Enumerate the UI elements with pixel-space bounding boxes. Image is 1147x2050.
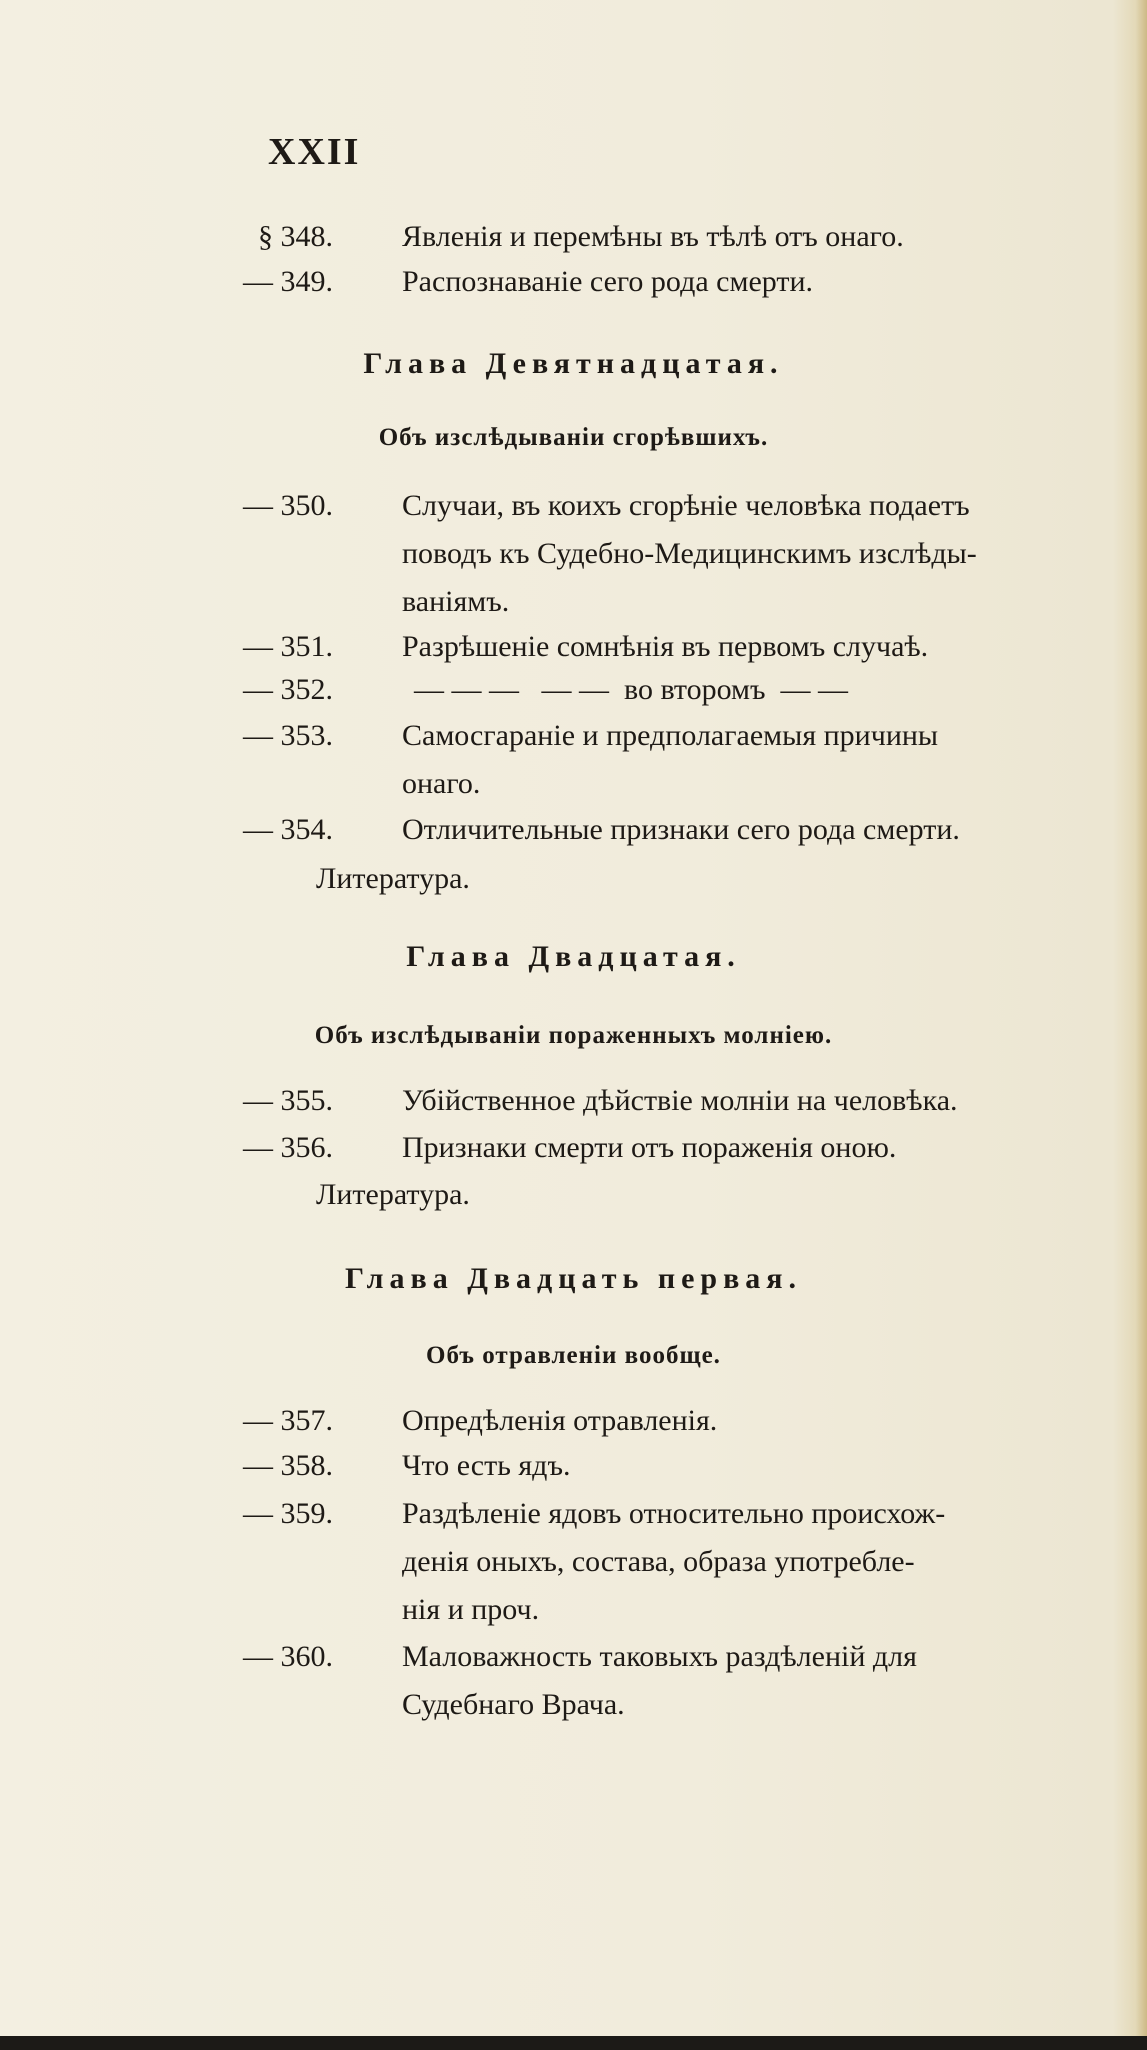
entry-text-line: Судебнаго Врача. (402, 1688, 625, 1721)
entry-text-line: Признаки смерти отъ пораженія оною. (402, 1131, 897, 1164)
toc-entry (0, 1633, 1147, 1729)
chapter-subtitle: Объ изслѣдываніи сгорѣвшихъ. (378, 424, 769, 451)
toc-entry (0, 1442, 1147, 1490)
entry-text-line: онаго. (402, 767, 481, 800)
entry-text-line: Опредѣленія отравленія. (402, 1404, 718, 1437)
entry-text-line: Разрѣшеніе сомнѣнія въ первомъ случаѣ. (402, 630, 929, 663)
toc-entry (0, 623, 1147, 671)
section-number: — 354. (243, 813, 333, 846)
entry-text-line: Маловажность таковыхъ раздѣленій для (402, 1640, 917, 1673)
entry-text-line: Явленія и перемѣны въ тѣлѣ отъ онаго. (402, 220, 904, 253)
toc-entry (0, 1490, 1147, 1634)
toc-entry (0, 1124, 1147, 1172)
section-number: — 353. (243, 719, 333, 752)
entry-text-line: денія оныхъ, состава, образа употребле- (402, 1545, 915, 1578)
literature-label: Литература. (316, 1178, 470, 1211)
entry-text-line: Что есть ядъ. (402, 1449, 571, 1482)
entry-text-line: — — — — — во второмъ — — (414, 673, 849, 706)
section-number: — 349. (243, 265, 333, 298)
toc-entry (0, 482, 1147, 626)
entry-text-line: нія и проч. (402, 1593, 540, 1626)
entry-text-line: Отличительные признаки сего рода смерти. (402, 813, 960, 846)
section-number: § 348. (258, 220, 333, 253)
section-number: — 356. (243, 1131, 333, 1164)
toc-entry (0, 213, 1147, 261)
toc-entry (0, 258, 1147, 306)
chapter-title: Глава Двадцатая. (406, 940, 741, 973)
literature-label: Литература. (316, 862, 470, 895)
section-number: — 359. (243, 1497, 333, 1530)
chapter-title: Глава Девятнадцатая. (363, 347, 784, 380)
entry-text-line: Самосгараніе и предполагаемыя причины (402, 719, 939, 752)
entry-text-line: Случаи, въ коихъ сгорѣніе человѣка подаетъ (402, 489, 970, 522)
entry-text-line: Распознаваніе сего рода смерти. (402, 265, 814, 298)
page-number: XXII (268, 131, 361, 173)
chapter-title: Глава Двадцать первая. (344, 1262, 803, 1295)
entry-text-line: Раздѣленіе ядовъ относительно происхож- (402, 1497, 946, 1530)
chapter-subtitle: Объ отравленіи вообще. (426, 1342, 721, 1369)
section-number: — 355. (243, 1084, 333, 1117)
entry-text-line: Убійственное дѣйствіе молніи на человѣка. (402, 1084, 958, 1117)
toc-entry (0, 1397, 1147, 1445)
toc-entry (0, 666, 1147, 714)
toc-entry (0, 1077, 1147, 1125)
section-number: — 358. (243, 1449, 333, 1482)
section-number: — 360. (243, 1640, 333, 1673)
section-number: — 350. (243, 489, 333, 522)
toc-entry (0, 806, 1147, 854)
section-number: — 352. (243, 673, 333, 706)
toc-entry (0, 712, 1147, 808)
section-number: — 351. (243, 630, 333, 663)
section-number: — 357. (243, 1404, 333, 1437)
entry-text-line: ваніямъ. (402, 585, 510, 618)
entry-text-line: поводъ къ Судебно-Медицинскимъ изслѣды- (402, 537, 977, 570)
chapter-subtitle: Объ изслѣдываніи пораженныхъ молніею. (314, 1022, 833, 1049)
